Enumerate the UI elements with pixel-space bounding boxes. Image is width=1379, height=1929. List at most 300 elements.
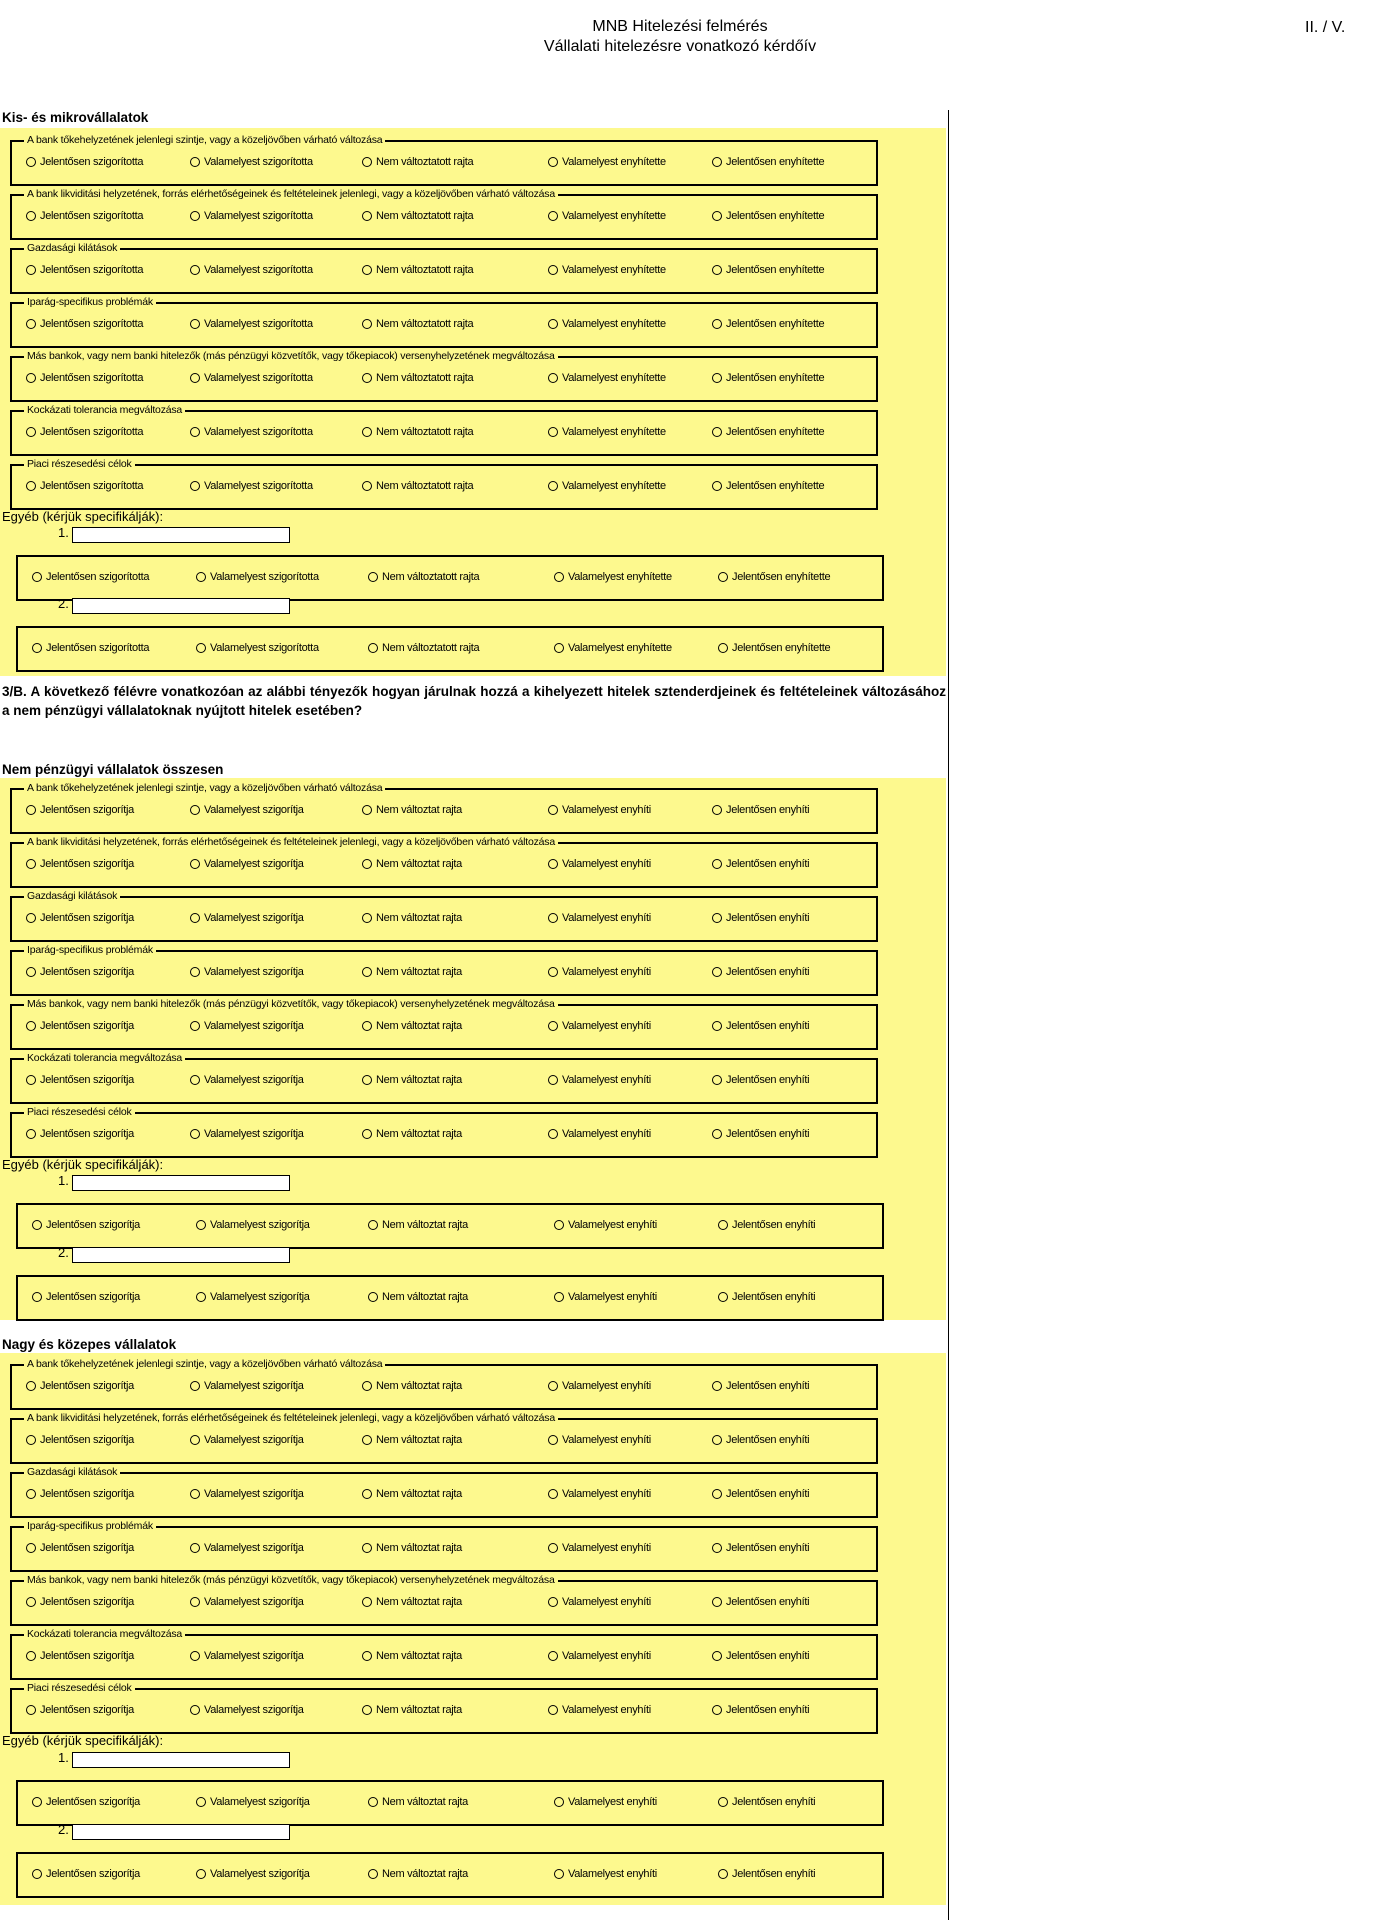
- radio-button[interactable]: [548, 427, 558, 437]
- radio-button[interactable]: [712, 1651, 722, 1661]
- radio-button[interactable]: [362, 1129, 372, 1139]
- radio-button[interactable]: [26, 319, 36, 329]
- radio-option[interactable]: [548, 912, 651, 924]
- radio-option[interactable]: [196, 642, 319, 654]
- radio-option[interactable]: [362, 210, 473, 222]
- radio-button[interactable]: [362, 1543, 372, 1553]
- radio-button[interactable]: [26, 859, 36, 869]
- radio-button[interactable]: [26, 211, 36, 221]
- radio-button[interactable]: [554, 572, 564, 582]
- radio-option[interactable]: [712, 1704, 809, 1716]
- radio-button[interactable]: [368, 572, 378, 582]
- radio-option[interactable]: [554, 1291, 657, 1303]
- radio-button[interactable]: [362, 859, 372, 869]
- radio-option[interactable]: [362, 1650, 462, 1662]
- radio-option[interactable]: [548, 1380, 651, 1392]
- radio-option[interactable]: [190, 210, 313, 222]
- radio-button[interactable]: [190, 1075, 200, 1085]
- radio-option[interactable]: [362, 480, 473, 492]
- radio-button[interactable]: [362, 1489, 372, 1499]
- radio-button[interactable]: [26, 805, 36, 815]
- radio-option[interactable]: [548, 1704, 651, 1716]
- radio-option-label: Nem változtat rajta: [376, 1074, 463, 1086]
- radio-option[interactable]: [548, 480, 666, 492]
- radio-button[interactable]: [26, 1021, 36, 1031]
- radio-option[interactable]: [712, 318, 824, 330]
- other-text-input[interactable]: [72, 1175, 290, 1191]
- radio-option[interactable]: [368, 642, 479, 654]
- radio-button[interactable]: [712, 1075, 722, 1085]
- radio-option[interactable]: [26, 480, 143, 492]
- radio-option[interactable]: [26, 1128, 134, 1140]
- radio-option[interactable]: [26, 1650, 134, 1662]
- other-text-input[interactable]: [72, 1824, 290, 1840]
- radio-option[interactable]: [548, 1542, 651, 1554]
- radio-option[interactable]: [362, 912, 462, 924]
- radio-option[interactable]: [190, 480, 313, 492]
- radio-option-label: Jelentősen enyhíti: [726, 858, 810, 870]
- radio-option[interactable]: [712, 1074, 809, 1086]
- radio-option-label: Jelentősen enyhítette: [726, 264, 825, 276]
- radio-button[interactable]: [32, 1292, 42, 1302]
- radio-button[interactable]: [548, 373, 558, 383]
- radio-option[interactable]: [362, 1380, 462, 1392]
- radio-button[interactable]: [712, 1489, 722, 1499]
- radio-button[interactable]: [190, 1489, 200, 1499]
- radio-button[interactable]: [712, 265, 722, 275]
- radio-button[interactable]: [712, 859, 722, 869]
- radio-button[interactable]: [368, 1220, 378, 1230]
- other-specify-label: Egyéb (kérjük specifikálják):: [2, 509, 164, 524]
- radio-option[interactable]: [190, 858, 304, 870]
- radio-button[interactable]: [190, 1651, 200, 1661]
- radio-option-label: Valamelyest enyhítette: [562, 372, 666, 384]
- radio-button[interactable]: [548, 1597, 558, 1607]
- radio-button[interactable]: [554, 1869, 564, 1879]
- other-text-input[interactable]: [72, 598, 290, 614]
- radio-option[interactable]: [548, 1596, 651, 1608]
- radio-button[interactable]: [362, 319, 372, 329]
- radio-option[interactable]: [362, 1434, 462, 1446]
- radio-option[interactable]: [548, 318, 666, 330]
- radio-option[interactable]: [362, 1596, 462, 1608]
- radio-button[interactable]: [718, 1220, 728, 1230]
- radio-option[interactable]: [712, 966, 809, 978]
- radio-button[interactable]: [718, 1869, 728, 1879]
- radio-option[interactable]: [548, 804, 651, 816]
- radio-option[interactable]: [712, 1380, 809, 1392]
- radio-button[interactable]: [712, 913, 722, 923]
- radio-button[interactable]: [368, 1797, 378, 1807]
- radio-button[interactable]: [362, 967, 372, 977]
- radio-button[interactable]: [190, 1129, 200, 1139]
- radio-option[interactable]: [32, 1796, 140, 1808]
- radio-option[interactable]: [26, 1434, 134, 1446]
- radio-option[interactable]: [718, 571, 830, 583]
- radio-button[interactable]: [712, 1381, 722, 1391]
- radio-button[interactable]: [548, 319, 558, 329]
- radio-option[interactable]: [548, 1128, 651, 1140]
- radio-option[interactable]: [712, 426, 824, 438]
- radio-option-label: Jelentősen szigorítja: [40, 912, 134, 924]
- radio-button[interactable]: [712, 1597, 722, 1607]
- radio-option[interactable]: [190, 372, 313, 384]
- factor-group: [10, 350, 878, 402]
- radio-button[interactable]: [190, 859, 200, 869]
- radio-option[interactable]: [368, 1291, 468, 1303]
- radio-option[interactable]: [196, 571, 319, 583]
- radio-option[interactable]: [362, 804, 462, 816]
- radio-button[interactable]: [712, 373, 722, 383]
- radio-button[interactable]: [362, 373, 372, 383]
- radio-option[interactable]: [362, 1704, 462, 1716]
- radio-button[interactable]: [32, 643, 42, 653]
- radio-button[interactable]: [548, 1435, 558, 1445]
- radio-option[interactable]: [190, 1542, 304, 1554]
- radio-button[interactable]: [196, 643, 206, 653]
- radio-button[interactable]: [362, 157, 372, 167]
- radio-button[interactable]: [712, 427, 722, 437]
- radio-button[interactable]: [548, 157, 558, 167]
- radio-button[interactable]: [548, 1651, 558, 1661]
- radio-button[interactable]: [362, 1705, 372, 1715]
- radio-button[interactable]: [548, 1543, 558, 1553]
- radio-option[interactable]: [26, 1596, 134, 1608]
- radio-option[interactable]: [712, 912, 809, 924]
- radio-button[interactable]: [362, 805, 372, 815]
- radio-button[interactable]: [362, 1075, 372, 1085]
- radio-option[interactable]: [362, 1128, 462, 1140]
- radio-button[interactable]: [26, 1489, 36, 1499]
- radio-button[interactable]: [362, 211, 372, 221]
- radio-button[interactable]: [712, 481, 722, 491]
- radio-button[interactable]: [712, 157, 722, 167]
- radio-option[interactable]: [190, 156, 313, 168]
- radio-button[interactable]: [712, 1543, 722, 1553]
- radio-button[interactable]: [712, 211, 722, 221]
- radio-option[interactable]: [712, 480, 824, 492]
- radio-option[interactable]: [712, 1650, 809, 1662]
- radio-option[interactable]: [190, 426, 313, 438]
- radio-option[interactable]: [26, 858, 134, 870]
- radio-button[interactable]: [190, 157, 200, 167]
- radio-button[interactable]: [26, 427, 36, 437]
- radio-option-label: Valamelyest szigorítja: [204, 1380, 304, 1392]
- radio-button[interactable]: [718, 1797, 728, 1807]
- radio-button[interactable]: [712, 1129, 722, 1139]
- radio-button[interactable]: [554, 643, 564, 653]
- radio-option[interactable]: [362, 1488, 462, 1500]
- radio-button[interactable]: [26, 481, 36, 491]
- radio-button[interactable]: [718, 643, 728, 653]
- radio-button[interactable]: [190, 913, 200, 923]
- radio-button[interactable]: [368, 643, 378, 653]
- radio-option[interactable]: [548, 426, 666, 438]
- radio-button[interactable]: [26, 1705, 36, 1715]
- radio-option-label: Jelentősen szigorítja: [40, 1650, 134, 1662]
- radio-button[interactable]: [712, 967, 722, 977]
- radio-option[interactable]: [196, 1796, 310, 1808]
- radio-option[interactable]: [712, 804, 809, 816]
- radio-option-label: Valamelyest enyhíti: [568, 1868, 657, 1880]
- radio-option-label: Jelentősen enyhítette: [726, 426, 825, 438]
- radio-option[interactable]: [548, 264, 666, 276]
- radio-option[interactable]: [718, 1219, 815, 1231]
- radio-option[interactable]: [362, 318, 473, 330]
- radio-button[interactable]: [190, 1597, 200, 1607]
- radio-option[interactable]: [26, 912, 134, 924]
- radio-option[interactable]: [196, 1291, 310, 1303]
- radio-option[interactable]: [554, 1868, 657, 1880]
- radio-button[interactable]: [362, 1021, 372, 1031]
- radio-option[interactable]: [712, 264, 824, 276]
- radio-option[interactable]: [362, 156, 473, 168]
- radio-button[interactable]: [32, 1869, 42, 1879]
- radio-option-label: Jelentősen enyhíti: [726, 1542, 810, 1554]
- radio-button[interactable]: [712, 805, 722, 815]
- radio-option[interactable]: [26, 1488, 134, 1500]
- radio-option-label: Jelentősen enyhíti: [726, 804, 810, 816]
- radio-button[interactable]: [368, 1292, 378, 1302]
- radio-option[interactable]: [554, 1796, 657, 1808]
- radio-button[interactable]: [32, 572, 42, 582]
- radio-option[interactable]: [190, 1596, 304, 1608]
- radio-button[interactable]: [718, 572, 728, 582]
- radio-button[interactable]: [548, 1129, 558, 1139]
- radio-option[interactable]: [190, 966, 304, 978]
- radio-button[interactable]: [554, 1220, 564, 1230]
- radio-button[interactable]: [712, 1435, 722, 1445]
- radio-option[interactable]: [26, 1542, 134, 1554]
- radio-button[interactable]: [196, 1292, 206, 1302]
- radio-button[interactable]: [26, 1129, 36, 1139]
- other-specify-label: Egyéb (kérjük specifikálják):: [2, 1733, 164, 1748]
- radio-button[interactable]: [190, 967, 200, 977]
- radio-button[interactable]: [368, 1869, 378, 1879]
- radio-button[interactable]: [190, 373, 200, 383]
- radio-option[interactable]: [362, 372, 473, 384]
- radio-option[interactable]: [362, 1020, 462, 1032]
- radio-option[interactable]: [26, 966, 134, 978]
- radio-button[interactable]: [26, 967, 36, 977]
- radio-button[interactable]: [190, 805, 200, 815]
- radio-option[interactable]: [718, 1868, 815, 1880]
- radio-option[interactable]: [362, 264, 473, 276]
- radio-button[interactable]: [362, 1597, 372, 1607]
- radio-option[interactable]: [718, 1291, 815, 1303]
- radio-option[interactable]: [190, 1380, 304, 1392]
- radio-option[interactable]: [548, 1488, 651, 1500]
- radio-option[interactable]: [718, 642, 830, 654]
- radio-option[interactable]: [190, 912, 304, 924]
- radio-option[interactable]: [362, 966, 462, 978]
- radio-option-label: Jelentősen szigorítja: [40, 1020, 134, 1032]
- radio-option[interactable]: [712, 1488, 809, 1500]
- radio-button[interactable]: [362, 913, 372, 923]
- radio-option[interactable]: [190, 318, 313, 330]
- radio-option[interactable]: [554, 571, 672, 583]
- radio-button[interactable]: [26, 265, 36, 275]
- radio-button[interactable]: [362, 427, 372, 437]
- radio-button[interactable]: [26, 1381, 36, 1391]
- radio-option-label: Jelentősen enyhíti: [726, 966, 810, 978]
- radio-option[interactable]: [362, 426, 473, 438]
- radio-button[interactable]: [548, 1489, 558, 1499]
- radio-button[interactable]: [190, 1021, 200, 1031]
- radio-option[interactable]: [26, 156, 143, 168]
- radio-option[interactable]: [32, 1291, 140, 1303]
- radio-button[interactable]: [196, 1869, 206, 1879]
- radio-option[interactable]: [554, 1219, 657, 1231]
- radio-option[interactable]: [712, 1542, 809, 1554]
- radio-option[interactable]: [26, 1020, 134, 1032]
- radio-button[interactable]: [190, 1543, 200, 1553]
- radio-option[interactable]: [26, 804, 134, 816]
- radio-option[interactable]: [548, 1434, 651, 1446]
- radio-button[interactable]: [548, 967, 558, 977]
- radio-option[interactable]: [32, 571, 149, 583]
- radio-button[interactable]: [26, 1543, 36, 1553]
- radio-option[interactable]: [712, 1020, 809, 1032]
- radio-option[interactable]: [548, 156, 666, 168]
- radio-option[interactable]: [196, 1219, 310, 1231]
- radio-button[interactable]: [712, 1705, 722, 1715]
- radio-button[interactable]: [26, 1651, 36, 1661]
- factor-label: A bank likviditási helyzetének, forrás elérhetőségeinek és feltételeinek jelenlegi, vagy a közeljövőben várható változása: [24, 835, 558, 849]
- radio-option[interactable]: [190, 1020, 304, 1032]
- radio-button[interactable]: [362, 265, 372, 275]
- radio-option[interactable]: [32, 642, 149, 654]
- radio-button[interactable]: [554, 1797, 564, 1807]
- radio-option[interactable]: [26, 1704, 134, 1716]
- radio-option[interactable]: [368, 1868, 468, 1880]
- radio-option[interactable]: [548, 858, 651, 870]
- radio-button[interactable]: [190, 1381, 200, 1391]
- other-text-input[interactable]: [72, 527, 290, 543]
- other-text-input[interactable]: [72, 1752, 290, 1768]
- radio-button[interactable]: [32, 1797, 42, 1807]
- radio-option[interactable]: [712, 1434, 809, 1446]
- radio-button[interactable]: [26, 913, 36, 923]
- radio-option[interactable]: [548, 1020, 651, 1032]
- radio-option[interactable]: [196, 1868, 310, 1880]
- radio-button[interactable]: [548, 1075, 558, 1085]
- radio-option[interactable]: [368, 1219, 468, 1231]
- radio-button[interactable]: [362, 1381, 372, 1391]
- radio-button[interactable]: [190, 427, 200, 437]
- radio-option[interactable]: [712, 156, 824, 168]
- radio-option[interactable]: [712, 372, 824, 384]
- other-specify-label: Egyéb (kérjük specifikálják):: [2, 1157, 164, 1172]
- radio-option[interactable]: [26, 318, 143, 330]
- radio-button[interactable]: [26, 1597, 36, 1607]
- radio-button[interactable]: [548, 1381, 558, 1391]
- radio-button[interactable]: [362, 1435, 372, 1445]
- radio-option[interactable]: [368, 571, 479, 583]
- radio-option[interactable]: [712, 210, 824, 222]
- factor-group: [10, 944, 878, 996]
- radio-option[interactable]: [362, 858, 462, 870]
- radio-option[interactable]: [554, 642, 672, 654]
- radio-button[interactable]: [190, 211, 200, 221]
- radio-option-label: Jelentősen enyhíti: [726, 1434, 810, 1446]
- radio-option[interactable]: [712, 1128, 809, 1140]
- radio-option[interactable]: [718, 1796, 815, 1808]
- radio-option[interactable]: [362, 1542, 462, 1554]
- radio-option[interactable]: [190, 1650, 304, 1662]
- radio-option[interactable]: [362, 1074, 462, 1086]
- radio-button[interactable]: [26, 157, 36, 167]
- radio-option-label: Valamelyest szigorítja: [204, 1020, 304, 1032]
- radio-option[interactable]: [26, 426, 143, 438]
- radio-option[interactable]: [548, 966, 651, 978]
- radio-option[interactable]: [26, 264, 143, 276]
- radio-button[interactable]: [196, 572, 206, 582]
- radio-option[interactable]: [548, 1074, 651, 1086]
- radio-button[interactable]: [548, 859, 558, 869]
- radio-option[interactable]: [26, 210, 143, 222]
- radio-button[interactable]: [26, 1075, 36, 1085]
- radio-option[interactable]: [190, 1128, 304, 1140]
- radio-option[interactable]: [26, 372, 143, 384]
- other-text-input[interactable]: [72, 1247, 290, 1263]
- radio-option[interactable]: [26, 1380, 134, 1392]
- radio-button[interactable]: [548, 265, 558, 275]
- radio-option[interactable]: [548, 372, 666, 384]
- radio-button[interactable]: [554, 1292, 564, 1302]
- radio-option[interactable]: [712, 858, 809, 870]
- radio-button[interactable]: [548, 211, 558, 221]
- radio-button[interactable]: [362, 481, 372, 491]
- radio-option[interactable]: [190, 804, 304, 816]
- radio-option-label: Jelentősen szigorítja: [46, 1291, 140, 1303]
- radio-button[interactable]: [712, 1021, 722, 1031]
- radio-button[interactable]: [196, 1797, 206, 1807]
- radio-option[interactable]: [32, 1868, 140, 1880]
- radio-button[interactable]: [190, 481, 200, 491]
- radio-button[interactable]: [196, 1220, 206, 1230]
- radio-button[interactable]: [26, 373, 36, 383]
- radio-button[interactable]: [548, 1021, 558, 1031]
- radio-button[interactable]: [190, 1435, 200, 1445]
- radio-option[interactable]: [32, 1219, 140, 1231]
- radio-button[interactable]: [32, 1220, 42, 1230]
- radio-option[interactable]: [190, 1434, 304, 1446]
- radio-button[interactable]: [26, 1435, 36, 1445]
- radio-button[interactable]: [362, 1651, 372, 1661]
- radio-button[interactable]: [190, 265, 200, 275]
- radio-button[interactable]: [712, 319, 722, 329]
- radio-button[interactable]: [548, 1705, 558, 1715]
- radio-button[interactable]: [548, 913, 558, 923]
- radio-option[interactable]: [548, 1650, 651, 1662]
- radio-option[interactable]: [190, 264, 313, 276]
- radio-option[interactable]: [190, 1074, 304, 1086]
- radio-option[interactable]: [548, 210, 666, 222]
- radio-button[interactable]: [548, 805, 558, 815]
- radio-option[interactable]: [368, 1796, 468, 1808]
- radio-option-label: Nem változtat rajta: [376, 858, 463, 870]
- radio-button[interactable]: [190, 319, 200, 329]
- radio-button[interactable]: [548, 481, 558, 491]
- radio-button[interactable]: [190, 1705, 200, 1715]
- radio-option[interactable]: [190, 1488, 304, 1500]
- radio-option[interactable]: [190, 1704, 304, 1716]
- radio-option[interactable]: [712, 1596, 809, 1608]
- radio-option[interactable]: [26, 1074, 134, 1086]
- radio-option-label: Valamelyest szigorítja: [204, 1074, 304, 1086]
- radio-button[interactable]: [718, 1292, 728, 1302]
